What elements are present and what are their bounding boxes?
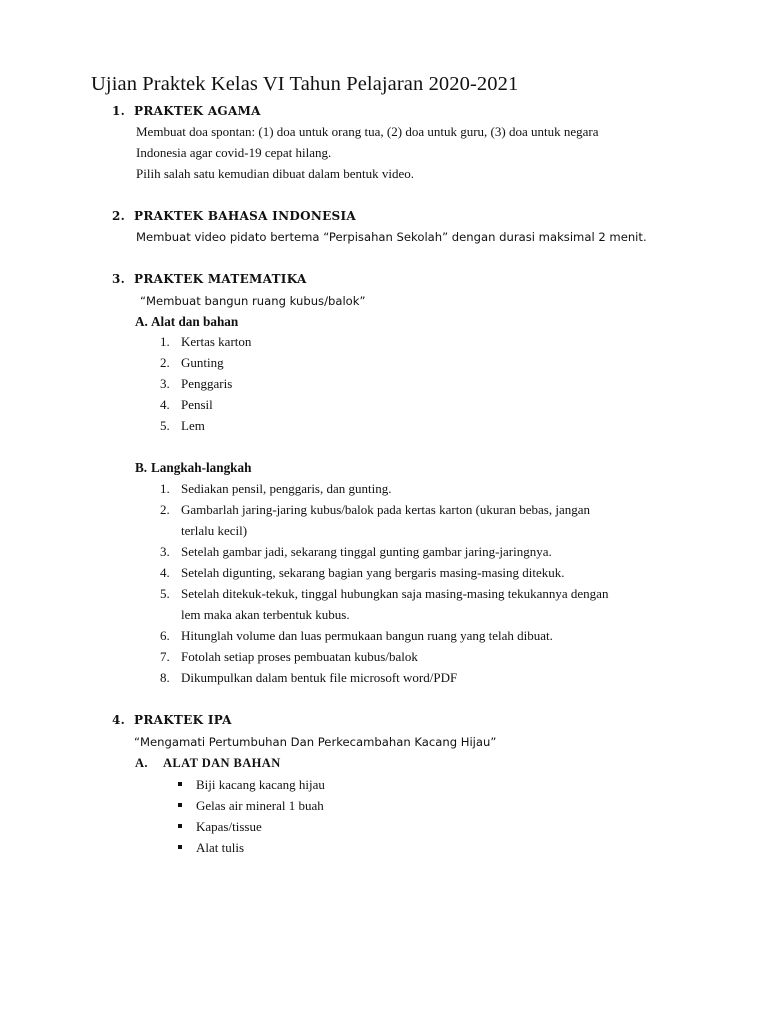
section-title: PRAKTEK IPA [134,713,232,727]
section-number: 4. [112,713,126,727]
bullet-square-icon [178,845,182,849]
list-item [160,397,213,413]
subheading-alat-bahan [135,314,238,330]
list-number: 8. [160,670,170,685]
list-number: 6. [160,628,170,643]
list-number: 4. [160,397,170,412]
section-heading-ipa [112,713,232,727]
paragraph-line: Membuat video pidato bertema “Perpisahan Sekolah” dengan durasi maksimal 2 menit. [136,230,647,244]
paragraph-line: Membuat doa spontan: (1) doa untuk orang tua, (2) doa untuk guru, (3) doa untuk negara [136,124,599,139]
bullet-item [178,819,262,835]
list-number: 1. [160,481,170,496]
list-item [160,628,553,644]
bullet-text: Kapas/tissue [196,819,262,834]
list-text: Penggaris [181,376,233,391]
list-text: Pensil [181,397,213,412]
list-text: Lem [181,418,205,433]
list-text: Sediakan pensil, penggaris, dan gunting. [181,481,392,496]
subheading-letter: B. [135,460,148,475]
list-number: 2. [160,502,170,517]
bullet-text: Gelas air mineral 1 buah [196,798,324,813]
list-text: Dikumpulkan dalam bentuk file microsoft word/PDF [181,670,458,685]
list-number: 5. [160,586,170,601]
list-number: 7. [160,649,170,664]
list-item [160,481,392,497]
list-continuation: lem maka akan terbentuk kubus. [181,607,350,622]
list-text: Hitunglah volume dan luas permukaan bangun ruang yang telah dibuat. [181,628,553,643]
section-heading-agama [112,104,261,118]
quote-line: “Mengamati Pertumbuhan Dan Perkecambahan Kacang Hijau” [134,735,497,749]
list-text: Setelah digunting, sekarang bagian yang bergaris masing-masing ditekuk. [181,565,565,580]
list-number: 3. [160,376,170,391]
list-text: Fotolah setiap proses pembuatan kubus/balok [181,649,418,664]
list-number: 5. [160,418,170,433]
list-item [160,565,565,581]
list-item [160,334,251,350]
list-text: Gunting [181,355,224,370]
section-title: PRAKTEK BAHASA INDONESIA [134,209,357,223]
section-heading-matematika [112,272,307,286]
bullet-text: Alat tulis [196,840,245,855]
section-title: PRAKTEK MATEMATIKA [134,272,307,286]
subheading-langkah [135,460,251,476]
list-item [160,586,608,602]
section-number: 1. [112,104,126,118]
subheading-label: Alat dan bahan [151,314,239,329]
quote-line: “Membuat bangun ruang kubus/balok” [140,294,366,308]
list-continuation: terlalu kecil) [181,523,248,538]
list-item [160,670,457,686]
bullet-item [178,840,244,856]
list-item [160,355,224,371]
subheading-letter: A. [135,314,148,329]
list-number: 3. [160,544,170,559]
subheading-letter: A. [135,756,148,770]
list-number: 2. [160,355,170,370]
paragraph-line: Indonesia agar covid-19 cepat hilang. [136,145,332,160]
subheading-label: ALAT DAN BAHAN [163,756,281,770]
subheading-label: Langkah-langkah [151,460,252,475]
bullet-item [178,798,324,814]
section-title: PRAKTEK AGAMA [134,104,261,118]
list-text: Setelah gambar jadi, sekarang tinggal gunting gambar jaring-jaringnya. [181,544,552,559]
list-item [160,649,418,665]
subheading-alat-bahan-ipa [135,756,281,771]
bullet-square-icon [178,824,182,828]
list-item [160,418,205,434]
bullet-square-icon [178,803,182,807]
paragraph-line: Pilih salah satu kemudian dibuat dalam bentuk video. [136,166,415,181]
list-text: Setelah ditekuk-tekuk, tinggal hubungkan saja masing-masing tekukannya dengan [181,586,609,601]
list-item [160,376,232,392]
document-title: Ujian Praktek Kelas VI Tahun Pelajaran 2020-2021 [91,73,519,95]
section-number: 3. [112,272,126,286]
list-text: Gambarlah jaring-jaring kubus/balok pada kertas karton (ukuran bebas, jangan [181,502,590,517]
list-item [160,502,590,518]
bullet-square-icon [178,782,182,786]
list-text: Kertas karton [181,334,252,349]
list-number: 1. [160,334,170,349]
bullet-text: Biji kacang kacang hijau [196,777,325,792]
section-heading-bahasa [112,209,356,223]
list-item [160,544,552,560]
section-number: 2. [112,209,126,223]
bullet-item [178,777,325,793]
list-number: 4. [160,565,170,580]
